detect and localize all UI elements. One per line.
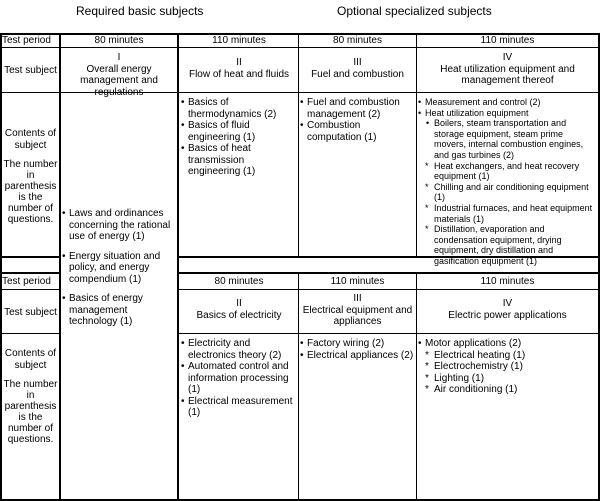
list-item: * Lighting (1) (418, 373, 596, 385)
contents-label (2, 348, 59, 445)
col2-minutes: 80 minutes (214, 276, 264, 287)
list-item: • Motor applications (2) (418, 338, 596, 350)
col4-name: Heat utilization equipment and management thereof (440, 63, 575, 86)
list-item: * Air conditioning (1) (418, 384, 596, 396)
col3-subject (299, 293, 416, 328)
list-item: • Measurement and control (2) (418, 97, 596, 108)
col4-contents (418, 338, 596, 396)
list-item: • Combustion computation (1) (300, 120, 414, 143)
required-contents (62, 208, 176, 336)
col3-name: Electrical equipment and appliances (302, 304, 413, 327)
required-subject (61, 52, 177, 98)
col2-numeral: II (236, 57, 242, 68)
test-subject-label: Test subject (4, 307, 57, 318)
list-item: • Basics of thermodynamics (2) (181, 97, 296, 120)
test-period-label: Test period (2, 276, 51, 287)
list-item: • Fuel and combustion management (2) (300, 97, 414, 120)
required-name: Overall energy management and regulations (80, 63, 158, 98)
optional-subjects-header: Optional specialized subjects (337, 4, 492, 18)
list-item: * Distillation, evaporation and condensation equipment, drying equipment, dry distillation and gasification equipment (1) (418, 224, 596, 266)
col3-numeral: III (353, 57, 362, 68)
col4-minutes: 110 minutes (480, 276, 535, 287)
col4-minutes: 110 minutes (480, 35, 535, 46)
col3-subject (299, 57, 416, 80)
col4-numeral: IV (502, 298, 513, 309)
col2-minutes: 110 minutes (212, 35, 266, 46)
col2-numeral: II (236, 298, 242, 309)
contents-note: The number in parenthesis is the number of questions. (3, 159, 58, 225)
col2-name: Flow of heat and fluids (188, 68, 290, 80)
list-item: • Electrical appliances (2) (300, 350, 414, 362)
list-item: * Electrical heating (1) (418, 350, 596, 362)
col4-subject (417, 298, 598, 321)
required-minutes: 80 minutes (94, 35, 144, 46)
list-item: • Automated control and information processing (1) (181, 361, 296, 396)
contents-title: Contents of subject (4, 348, 57, 371)
col3-contents (300, 97, 414, 143)
list-item: • Basics of fluid engineering (1) (181, 120, 296, 143)
list-item: * Heat exchangers, and heat recovery equipment (1) (418, 161, 596, 182)
list-item: • Factory wiring (2) (300, 338, 414, 350)
col3-contents (300, 338, 414, 361)
list-item: * Industrial furnaces, and heat equipment materials (1) (418, 203, 596, 224)
contents-title: Contents of subject (4, 128, 57, 151)
col2-subject (180, 57, 298, 80)
col2-contents (181, 338, 296, 419)
contents-label (2, 128, 59, 225)
col3-numeral: III (353, 293, 362, 304)
list-item: * Chilling and air conditioning equipment (1) (418, 182, 596, 203)
col4-subject (417, 52, 598, 87)
list-item: • Electrical measurement (1) (181, 396, 296, 419)
required-subjects-header: Required basic subjects (76, 4, 204, 18)
list-item: • Heat utilization equipment (418, 108, 596, 119)
list-item: • Boilers, steam transportation and storage equipment, steam prime movers, internal combustion engines, and gas turbines (2) (418, 118, 596, 160)
col2-contents (181, 97, 296, 178)
list-item: • Laws and ordinances concerning the rational use of energy (1) (62, 208, 176, 243)
col4-numeral: IV (502, 52, 513, 63)
list-item: • Electricity and electronics theory (2) (181, 338, 296, 361)
col2-subject (180, 298, 298, 321)
test-period-label: Test period (2, 35, 51, 46)
contents-note: The number in parenthesis is the number of questions. (3, 379, 58, 445)
list-item: • Basics of energy management technology (1) (62, 293, 176, 328)
col3-name: Fuel and combustion (311, 68, 404, 80)
list-item: • Energy situation and policy, and energy compendium (1) (62, 251, 176, 286)
col3-minutes: 80 minutes (333, 35, 382, 46)
test-subject-label: Test subject (4, 65, 57, 76)
list-item: • Basics of heat transmission engineering (1) (181, 143, 296, 178)
col4-name: Electric power applications (448, 309, 567, 321)
col2-name: Basics of electricity (196, 309, 282, 321)
list-item: * Electrochemistry (1) (418, 361, 596, 373)
col4-contents (418, 97, 596, 267)
required-numeral: I (117, 52, 121, 63)
col3-minutes: 110 minutes (330, 276, 385, 287)
